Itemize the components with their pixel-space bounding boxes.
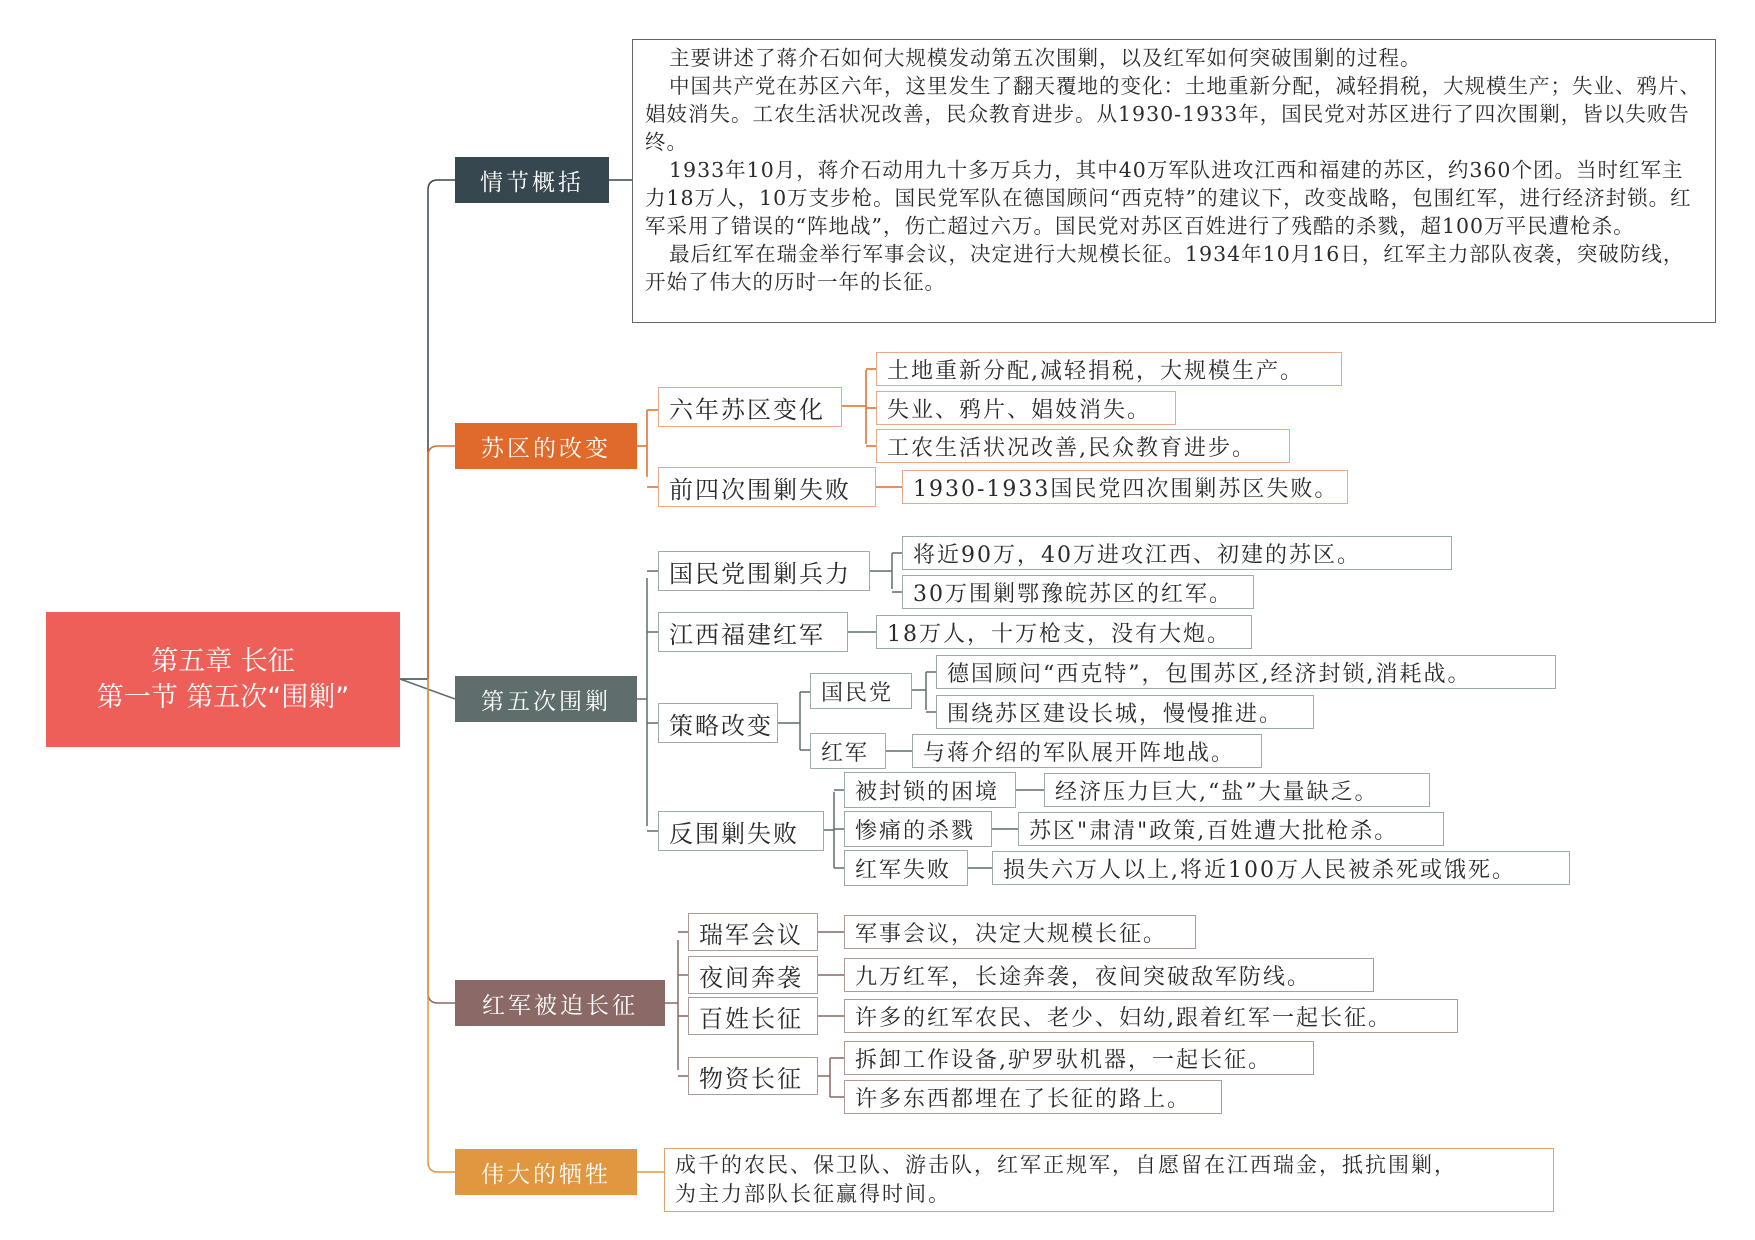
node-kmt-force: 国民党围剿兵力: [658, 551, 870, 591]
leaf-night-raid: 九万红军，长途奔袭，夜间突破敌军防线。: [844, 958, 1374, 992]
node-night-raid: 夜间奔袭: [688, 956, 818, 994]
connector-soviet-sub: [637, 410, 658, 487]
sacrifice-line-1: 成千的农民、保卫队、游击队，红军正规军，自愿留在江西瑞金，抵抗围剿，: [675, 1153, 1457, 1177]
connector-kmt-items: [912, 672, 936, 712]
leaf-ruijin-meeting: 军事会议，决定大规模长征。: [844, 915, 1196, 949]
leaf-blockade: 经济压力巨大,“盐”大量缺乏。: [1044, 773, 1430, 807]
branch-great-sacrifice: 伟大的牺牲: [455, 1149, 637, 1195]
sacrifice-text: [664, 1148, 1554, 1212]
connector-march-sub: [665, 932, 688, 1076]
node-kmt: 国民党: [810, 673, 912, 709]
branch-fifth-encirclement: 第五次围剿: [455, 676, 637, 722]
node-people-march: 百姓长征: [688, 997, 818, 1035]
connector-strategy-sub: [778, 692, 810, 750]
leaf-six-years-2: 失业、鸦片、娼妓消失。: [876, 391, 1176, 425]
connector-supplies-items: [818, 1058, 844, 1097]
connector-root-soviet: [428, 446, 455, 679]
summary-paragraph: 中国共产党在苏区六年，这里发生了翻天覆地的变化：土地重新分配，减轻捐税，大规模生产；失业、鸦片、娼妓消失。工农生活状况改善，民众教育进步。从1930-1933年，国民党对苏区进行了四次围剿，皆以失败告终。: [645, 74, 1701, 154]
leaf-six-years-1: 土地重新分配,减轻捐税，大规模生产。: [876, 352, 1342, 386]
branch-plot-summary: 情节概括: [455, 157, 609, 203]
node-counter-fail: 反围剿失败: [658, 811, 824, 851]
node-red-fail: 红军失败: [844, 850, 968, 886]
leaf-kmt-force-1: 将近90万，40万进攻江西、初建的苏区。: [902, 536, 1452, 570]
plot-summary-text: [632, 39, 1716, 323]
node-red-jiangxi: 江西福建红军: [658, 612, 848, 652]
leaf-red-fail: 损失六万人以上,将近100万人民被杀死或饿死。: [992, 851, 1570, 885]
summary-paragraph: 最后红军在瑞金举行军事会议，决定进行大规模长征。1934年10月16日，红军主力部队夜袭，突破防线，开始了伟大的历时一年的长征。: [645, 242, 1685, 294]
node-supplies-march: 物资长征: [688, 1057, 818, 1095]
connector-root-march: [428, 679, 455, 1003]
connector-fifth-sub: [637, 571, 658, 831]
summary-paragraph: 1933年10月，蒋介石动用九十多万兵力，其中40万军队进攻江西和福建的苏区，约360个团。当时红军主力18万人，10万支步枪。国民党军队在德国顾问“西克特”的建议下，改变战略，包围红军，进行经济封锁。红军采用了错误的“阵地战”，伤亡超过六万。国民党对苏区百姓进行了残酷的杀戮，超100万平民遭枪杀。: [645, 158, 1692, 238]
node-red: 红军: [810, 733, 886, 769]
leaf-red-jiangxi: 18万人，十万枪支，没有大炮。: [876, 615, 1252, 649]
leaf-kmt-1: 德国顾问“西克特”，包围苏区,经济封锁,消耗战。: [936, 655, 1556, 689]
leaf-people-march: 许多的红军农民、老少、妇幼,跟着红军一起长征。: [844, 999, 1458, 1033]
leaf-kmt-force-2: 30万围剿鄂豫皖苏区的红军。: [902, 575, 1254, 609]
connector-root-sacrifice: [428, 679, 455, 1172]
root-chapter-title: 第五章 长征: [151, 645, 295, 677]
connector-kmtforce-items: [870, 553, 902, 592]
node-blockade: 被封锁的困境: [844, 772, 1016, 808]
leaf-supplies-1: 拆卸工作设备,驴罗驮机器，一起长征。: [844, 1041, 1314, 1075]
sacrifice-line-2: 为主力部队长征赢得时间。: [675, 1182, 951, 1206]
connector-counter-sub: [824, 790, 844, 868]
node-ruijin-meeting: 瑞军会议: [688, 913, 818, 951]
branch-forced-march: 红军被迫长征: [455, 980, 665, 1026]
node-four-fail: 前四次围剿失败: [658, 467, 876, 507]
root-section-title: 第一节 第五次“围剿”: [96, 681, 350, 713]
leaf-six-years-3: 工农生活状况改善,民众教育进步。: [876, 429, 1290, 463]
root-topic: [46, 612, 400, 747]
leaf-supplies-2: 许多东西都埋在了长征的路上。: [844, 1080, 1222, 1114]
node-strategy-change: 策略改变: [658, 703, 778, 743]
summary-paragraph: 主要讲述了蒋介石如何大规模发动第五次围剿，以及红军如何突破围剿的过程。: [669, 46, 1422, 70]
leaf-massacre: 苏区"肃清"政策,百姓遭大批枪杀。: [1018, 812, 1444, 846]
leaf-kmt-2: 围绕苏区建设长城，慢慢推进。: [936, 695, 1314, 729]
leaf-four-fail: 1930-1933国民党四次围剿苏区失败。: [902, 470, 1348, 504]
leaf-red: 与蒋介绍的军队展开阵地战。: [912, 734, 1262, 768]
node-massacre: 惨痛的杀戮: [844, 811, 992, 847]
node-six-years-change: 六年苏区变化: [658, 387, 842, 427]
connector-sixyears-items: [842, 369, 876, 446]
branch-soviet-change: 苏区的改变: [455, 423, 637, 469]
